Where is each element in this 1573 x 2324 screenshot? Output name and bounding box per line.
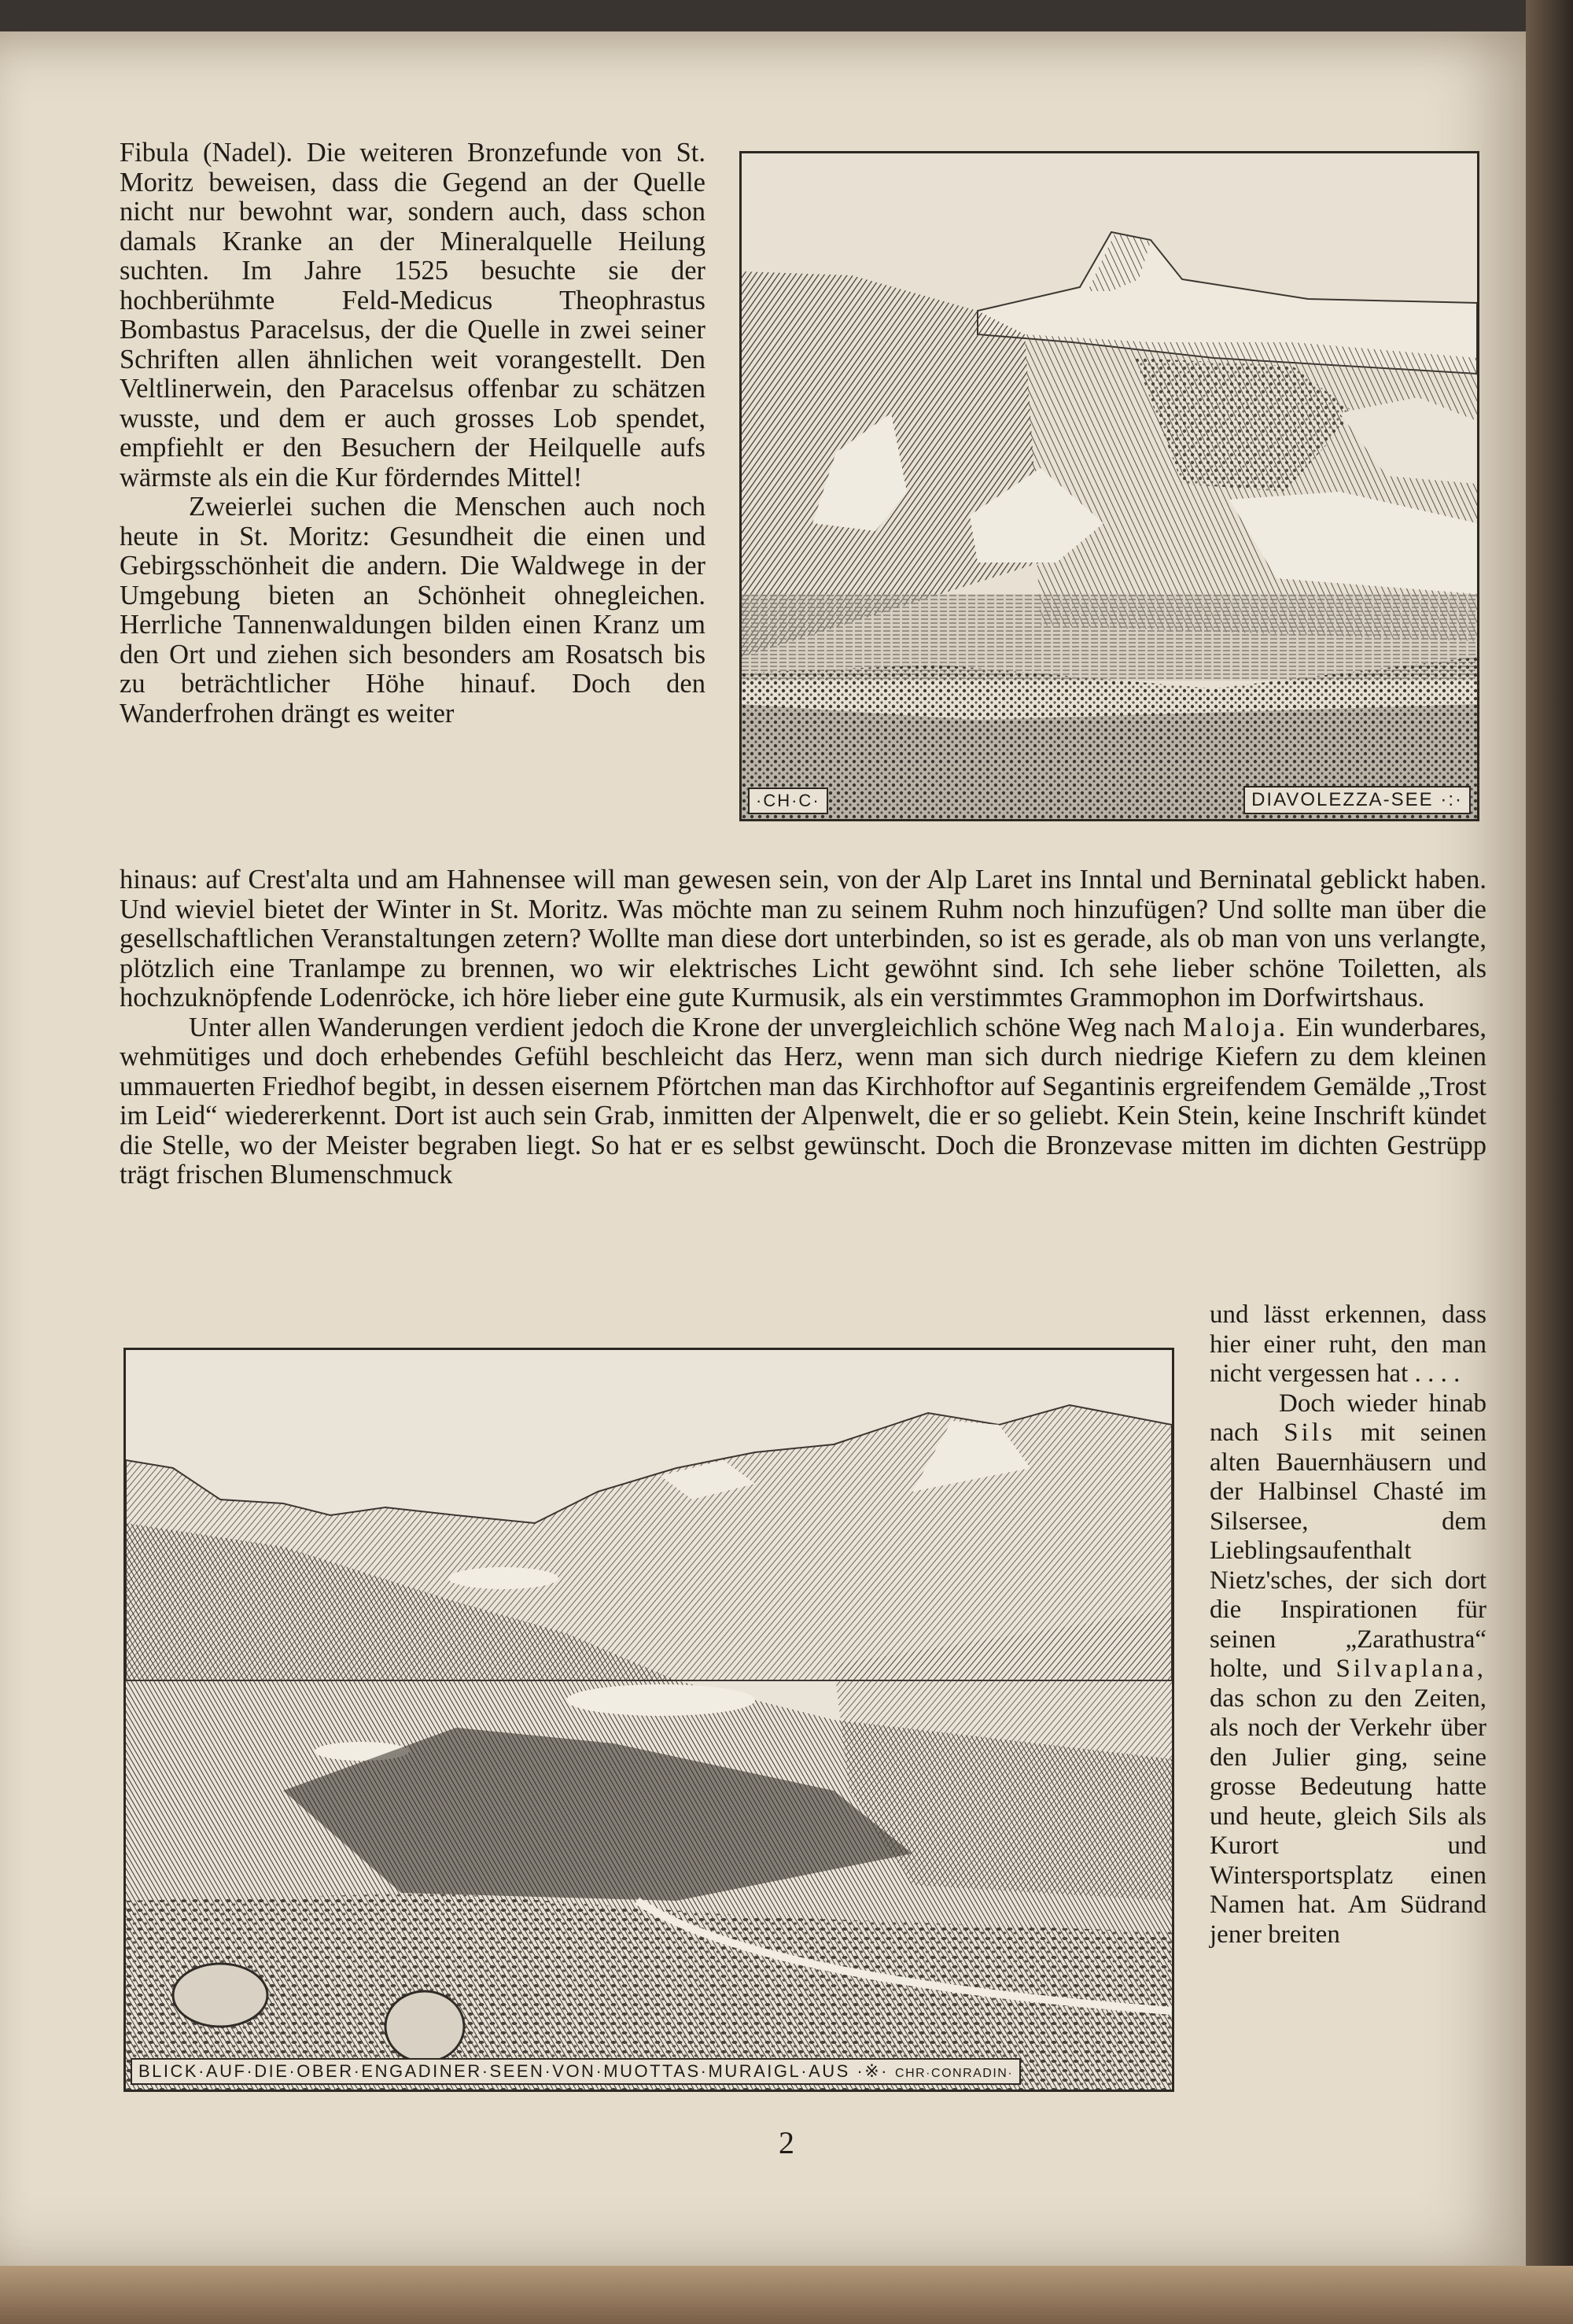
place-name-silvaplana: Silvaplana, xyxy=(1335,1654,1486,1683)
text-run: das schon zu den Zeiten, als noch der Verkehr über den Julier ging, seine grosse Bedeutung hatte und heute, gleich Sils als Kurort und Wintersportsplatz einen Namen hat. Am Südrand jener breiten xyxy=(1210,1684,1486,1949)
place-name-sils: Sils xyxy=(1284,1418,1335,1447)
place-name-maloja: Maloja. xyxy=(1182,1012,1289,1042)
valley-lakes-drawing xyxy=(126,1350,1172,2090)
text-column-full xyxy=(120,865,1486,1190)
figure-caption: DIAVOLEZZA-SEE ·:· xyxy=(1243,786,1471,814)
text-run: Doch wieder hinab nach xyxy=(1210,1389,1486,1447)
paragraph xyxy=(1210,1389,1486,1950)
page-number: 2 xyxy=(779,2125,794,2160)
caption-text: BLICK·AUF·DIE·OBER·ENGADINER·SEEN·VON·MUOTTAS·MURAIGL·AUS ·※· xyxy=(138,2061,890,2081)
paragraph: Zweierlei suchen die Menschen auch noch heute in St. Moritz: Gesundheit die einen und Gebirgsschönheit die andern. Die Waldwege in der Umgebung bieten an Schönheit ohnegleichen. Herrliche Tannenwaldungen bilden einen Kranz um den Ort und ziehen sich besonders am Rosatsch bis zu beträchtlicher Höhe hinauf. Doch den Wanderfrohen drängt es weiter xyxy=(120,492,705,729)
illustration-diavolezza-see xyxy=(739,151,1479,821)
mountain-lake-drawing xyxy=(742,153,1477,819)
paragraph: hinaus: auf Crest'alta und am Hahnensee will man gewesen sein, von der Alp Laret ins Inntal und Berninatal geblickt haben. Und wieviel bietet der Winter in St. Moritz. Was möchte man zu seinem Ruhm noch hinzufügen? Und sollte man über die gesellschaftlichen Veranstaltungen zetern? Wollte man diese dort unterbinden, so ist es gerade, als ob man von uns verlangte, plötzlich eine Tranlampe zu brennen, wo wir elektrisches Licht gewöhnt sind. Ich sehe lieber schöne Toiletten, als hochzuknöpfende Lodenröcke, ich höre lieber eine gute Kurmusik, als ein verstimmtes Grammophon im Dorfwirtshaus. xyxy=(120,865,1486,1013)
illustrator-monogram: ·CH·C· xyxy=(748,788,828,814)
text-run: mit seinen alten Bauernhäusern und der Halbinsel Chasté im Silsersee, dem Lieblingsaufenthalt Nietz'sches, der sich dort die Inspirationen für seinen „Zarathustra“ holte, und xyxy=(1210,1418,1487,1683)
page-edge xyxy=(0,2266,1573,2324)
figure-caption xyxy=(131,2058,1021,2085)
text-run: Unter allen Wanderungen verdient jedoch die Krone der unvergleichlich schöne Weg nach xyxy=(189,1012,1176,1042)
text-column-right xyxy=(1210,1300,1486,1950)
text-column-top xyxy=(120,138,705,729)
paragraph: und lässt erkennen, dass hier einer ruht, den man nicht vergessen hat . . . . xyxy=(1210,1300,1486,1388)
artist-signature: CHR·CONRADIN· xyxy=(895,2067,1014,2080)
illustration-engadiner-seen xyxy=(123,1348,1174,2092)
book-spine xyxy=(1526,0,1573,2324)
text-run: Ein wunderbares, wehmütiges und doch erhebendes Gefühl beschleicht das Herz, wenn man sich durch niedrige Kiefern zu dem kleinen ummauerten Friedhof begibt, in dessen eisernem Pförtchen man das Kirchhoftor auf Segantinis ergreifendem Gemälde „Trost im Leid“ wiedererkennt. Dort ist auch sein Grab, inmitten der Alpenwelt, die er so geliebt. Kein Stein, keine Inschrift kündet die Stelle, wo der Meister begraben liegt. So hat er es selbst gewünscht. Doch die Bronzevase mitten im dichten Gestrüpp trägt frischen Blumenschmuck xyxy=(120,1012,1486,1190)
paragraph: Fibula (Nadel). Die weiteren Bronzefunde von St. Moritz beweisen, dass die Gegend an der Quelle nicht nur bewohnt war, sondern auch, dass schon damals Kranke an der Mineralquelle Heilung suchten. Im Jahre 1525 besuchte sie der hochberühmte Feld-Medicus Theophrastus Bombastus Paracelsus, der die Quelle in zwei seiner Schriften allen ähnlichen weit vorangestellt. Den Veltlinerwein, den Paracelsus offenbar zu schätzen wusste, und dem er auch grosses Lob spendet, empfiehlt er den Besuchern der Heilquelle aufs wärmste als ein die Kur förderndes Mittel! xyxy=(120,138,705,492)
paragraph xyxy=(120,1013,1486,1190)
